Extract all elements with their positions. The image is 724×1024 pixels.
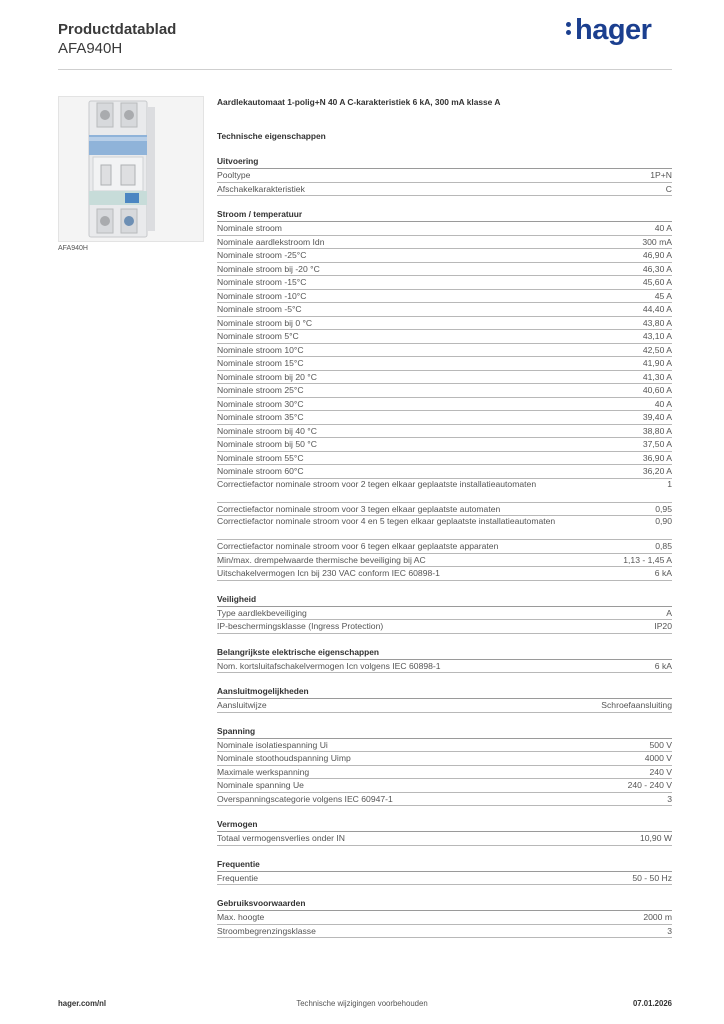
spec-row xyxy=(217,236,672,250)
spec-value: C xyxy=(665,183,672,194)
spec-label: Nominale stroom 35°C xyxy=(217,412,304,422)
spec-value: 50 - 50 Hz xyxy=(632,872,672,883)
footer-website: hager.com/nl xyxy=(58,999,107,1008)
spec-row xyxy=(217,554,672,568)
spec-row xyxy=(217,832,672,846)
spec-label: Overspanningscategorie volgens IEC 60947-1 xyxy=(217,793,393,804)
spec-row xyxy=(217,357,672,371)
spec-label: Correctiefactor nominale stroom voor 2 tegen elkaar geplaatste installatieautomaten xyxy=(217,478,537,489)
section-title: Vermogen xyxy=(217,819,672,832)
spec-value: 300 mA xyxy=(642,236,672,247)
spec-value: 36,90 A xyxy=(642,452,672,463)
section-title: Veiligheid xyxy=(217,594,672,607)
spec-row xyxy=(217,438,672,452)
spec-row xyxy=(217,384,672,398)
spec-label: Nominale stroom bij 40 °C xyxy=(217,425,317,436)
spec-label: Nominale stroom -5°C xyxy=(217,304,302,314)
spec-value: 10,90 W xyxy=(639,833,672,843)
spec-section xyxy=(217,686,672,713)
spec-value: 40 A xyxy=(654,223,672,233)
spec-value: 6 kA xyxy=(654,568,672,578)
section-title: Stroom / temperatuur xyxy=(217,209,672,222)
header-divider xyxy=(58,69,672,70)
spec-value: 37,50 A xyxy=(642,439,672,449)
spec-row xyxy=(217,872,672,886)
spec-row xyxy=(217,699,672,713)
spec-value: 500 V xyxy=(649,739,672,750)
spec-row xyxy=(217,330,672,344)
section-title: Aansluitmogelijkheden xyxy=(217,686,672,699)
product-title: Aardlekautomaat 1-polig+N 40 A C-karakteristiek 6 kA, 300 mA klasse A xyxy=(217,97,501,107)
spec-value: 43,10 A xyxy=(642,331,672,341)
spec-value: Schroefaansluiting xyxy=(601,700,672,710)
spec-label: Nominale stroom -25°C xyxy=(217,250,307,260)
spec-label: Afschakelkarakteristiek xyxy=(217,183,305,194)
spec-label: Nominale stroom -10°C xyxy=(217,290,307,301)
spec-label: Correctiefactor nominale stroom voor 3 tegen elkaar geplaatste automaten xyxy=(217,503,501,514)
spec-row xyxy=(217,263,672,277)
spec-value: 40,60 A xyxy=(642,385,672,395)
spec-value: 44,40 A xyxy=(642,304,672,314)
spec-value: 41,30 A xyxy=(642,371,672,382)
section-title: Frequentie xyxy=(217,859,672,872)
spec-value: 45 A xyxy=(654,290,672,301)
spec-label: Max. hoogte xyxy=(217,912,265,922)
spec-content xyxy=(217,97,672,938)
spec-label: Uitschakelvermogen Icn bij 230 VAC conform IEC 60898-1 xyxy=(217,568,440,578)
spec-label: Nom. kortsluitafschakelvermogen Icn volgens IEC 60898-1 xyxy=(217,660,441,671)
spec-value: 0,95 xyxy=(655,503,672,514)
spec-row xyxy=(217,739,672,753)
spec-section xyxy=(217,819,672,846)
spec-label: Correctiefactor nominale stroom voor 6 tegen elkaar geplaatste apparaten xyxy=(217,541,499,551)
spec-row xyxy=(217,465,672,479)
product-image-caption: AFA940H xyxy=(58,245,88,252)
spec-row xyxy=(217,183,672,197)
spec-label: Nominale stroom 15°C xyxy=(217,358,304,368)
circuit-breaker-icon xyxy=(59,97,203,241)
spec-row xyxy=(217,317,672,331)
spec-label: Pooltype xyxy=(217,170,251,180)
spec-section xyxy=(217,898,672,938)
spec-row xyxy=(217,620,672,634)
spec-label: Type aardlekbeveiliging xyxy=(217,607,307,618)
spec-row xyxy=(217,425,672,439)
spec-label: Correctiefactor nominale stroom voor 4 en 5 tegen elkaar geplaatste installatieautomaten xyxy=(217,516,556,526)
spec-row xyxy=(217,607,672,621)
spec-section xyxy=(217,859,672,886)
spec-row xyxy=(217,222,672,236)
spec-row xyxy=(217,660,672,674)
spec-row xyxy=(217,371,672,385)
spec-label: Min/max. drempelwaarde thermische beveiliging bij AC xyxy=(217,554,426,565)
spec-section xyxy=(217,594,672,634)
section-title: Uitvoering xyxy=(217,156,672,169)
spec-label: Nominale stroom -15°C xyxy=(217,277,307,287)
spec-value: 39,40 A xyxy=(642,412,672,422)
spec-row xyxy=(217,344,672,358)
spec-value: 4000 V xyxy=(644,753,672,763)
product-code: AFA940H xyxy=(58,40,123,57)
logo-dots-icon xyxy=(566,19,572,38)
spec-value: 1 xyxy=(667,478,672,489)
spec-label: Nominale stroom xyxy=(217,223,282,233)
footer-disclaimer: Technische wijzigingen voorbehouden xyxy=(296,999,428,1008)
spec-sections xyxy=(217,156,672,938)
spec-label: Nominale isolatiespanning Ui xyxy=(217,739,328,750)
spec-label: Nominale stroom 30°C xyxy=(217,398,304,409)
spec-value: 0,85 xyxy=(655,541,672,551)
product-image xyxy=(58,96,204,242)
spec-value: 36,20 A xyxy=(642,466,672,476)
spec-row xyxy=(217,411,672,425)
spec-label: Nominale stroom 10°C xyxy=(217,344,304,355)
spec-row xyxy=(217,925,672,939)
logo-text: hager xyxy=(575,14,652,46)
spec-label: Frequentie xyxy=(217,872,259,883)
spec-row xyxy=(217,249,672,263)
spec-row xyxy=(217,540,672,554)
spec-value: 45,60 A xyxy=(642,277,672,287)
spec-section xyxy=(217,209,672,581)
spec-label: Nominale stroom 55°C xyxy=(217,452,304,463)
spec-row xyxy=(217,276,672,290)
spec-value: 240 V xyxy=(649,766,672,777)
spec-row xyxy=(217,516,672,540)
spec-value: 41,90 A xyxy=(642,358,672,368)
spec-label: Nominale spanning Ue xyxy=(217,780,304,790)
section-title: Gebruiksvoorwaarden xyxy=(217,898,672,911)
spec-value: 40 A xyxy=(654,398,672,409)
spec-value: 38,80 A xyxy=(642,425,672,436)
spec-label: Nominale stroom 60°C xyxy=(217,466,304,476)
section-title: Belangrijkste elektrische eigenschappen xyxy=(217,647,672,660)
spec-value: 1,13 - 1,45 A xyxy=(623,554,672,565)
spec-section xyxy=(217,647,672,674)
spec-value: 42,50 A xyxy=(642,344,672,355)
spec-label: Nominale stroom bij 0 °C xyxy=(217,317,313,328)
hager-logo xyxy=(566,14,651,47)
spec-value: IP20 xyxy=(654,621,672,631)
spec-value: 46,90 A xyxy=(642,250,672,260)
spec-value: 3 xyxy=(667,793,672,804)
spec-row xyxy=(217,793,672,807)
spec-label: Stroombegrenzingsklasse xyxy=(217,925,316,936)
spec-value: 240 - 240 V xyxy=(627,780,672,790)
spec-row xyxy=(217,567,672,581)
spec-label: Aansluitwijze xyxy=(217,700,267,710)
spec-label: IP-beschermingsklasse (Ingress Protection) xyxy=(217,621,384,631)
page-title: Productdatablad xyxy=(58,21,177,38)
spec-row xyxy=(217,398,672,412)
spec-row xyxy=(217,303,672,317)
footer-date: 07.01.2026 xyxy=(632,999,672,1008)
spec-label: Nominale stroom 25°C xyxy=(217,385,304,395)
spec-row xyxy=(217,290,672,304)
spec-row xyxy=(217,479,672,503)
spec-label: Nominale stroom bij 50 °C xyxy=(217,439,317,449)
spec-row xyxy=(217,779,672,793)
spec-row xyxy=(217,766,672,780)
spec-value: 6 kA xyxy=(654,660,672,671)
spec-value: 43,80 A xyxy=(642,317,672,328)
spec-label: Maximale werkspanning xyxy=(217,766,310,777)
spec-label: Nominale aardlekstroom Idn xyxy=(217,236,325,247)
spec-value: 1P+N xyxy=(650,170,672,180)
spec-label: Nominale stroom 5°C xyxy=(217,331,299,341)
spec-label: Nominale stoothoudspanning Uimp xyxy=(217,753,351,763)
spec-row xyxy=(217,752,672,766)
spec-label: Totaal vermogensverlies onder IN xyxy=(217,833,346,843)
spec-value: 0,90 xyxy=(655,516,672,526)
spec-value: 46,30 A xyxy=(642,263,672,274)
spec-label: Nominale stroom bij -20 °C xyxy=(217,263,320,274)
spec-value: A xyxy=(666,607,672,618)
properties-heading: Technische eigenschappen xyxy=(217,131,326,141)
spec-section xyxy=(217,726,672,807)
spec-section xyxy=(217,156,672,196)
spec-label: Nominale stroom bij 20 °C xyxy=(217,371,317,382)
spec-value: 2000 m xyxy=(643,912,672,922)
spec-row xyxy=(217,452,672,466)
section-title: Spanning xyxy=(217,726,672,739)
spec-row xyxy=(217,911,672,925)
spec-row xyxy=(217,503,672,517)
spec-row xyxy=(217,169,672,183)
spec-value: 3 xyxy=(667,925,672,936)
